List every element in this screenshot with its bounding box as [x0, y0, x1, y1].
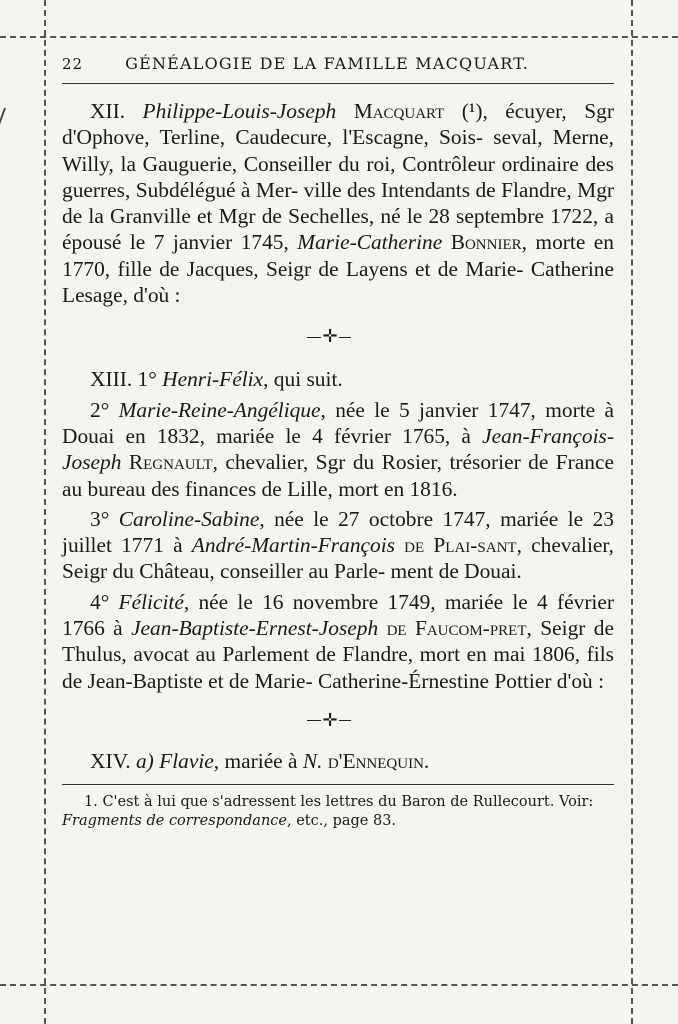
generation-number: XIV.: [90, 748, 131, 773]
person-name: Caroline-Sabine: [118, 506, 260, 531]
generation-number: XIII.: [90, 367, 133, 392]
scan-frame-top: [0, 36, 678, 38]
generation-number: XII.: [90, 99, 126, 123]
spouse-surname-cont: pret: [489, 616, 527, 641]
header-rule: [62, 83, 614, 84]
spouse-name: André-Martin-François: [191, 533, 395, 558]
ordinal: 4°: [90, 589, 110, 614]
scan-frame-left: [44, 0, 46, 1024]
entry-xii: [62, 98, 614, 308]
text-line: Mgr de Sechelles, né le 28 septembre 1722, a épousé: [62, 204, 614, 255]
footnote-title: Fragments de correspondance: [62, 813, 287, 830]
ordinal: 3°: [90, 506, 110, 531]
spouse-surname: Regnault: [128, 450, 213, 475]
spouse-surname: Bonnier: [450, 230, 522, 255]
ornament-glyph: ✛: [322, 326, 338, 348]
entry-xiii-2: [62, 397, 614, 502]
section-ornament: [62, 709, 614, 731]
margin-mark: [0, 108, 14, 130]
footnote-rule: [62, 784, 614, 785]
surname: Macquart: [353, 99, 445, 123]
text-line: , mariée à: [213, 748, 303, 773]
ordinal: 2°: [90, 397, 110, 422]
scan-frame-bottom: [0, 984, 678, 986]
footnote-number: 1.: [84, 794, 98, 811]
text-line: le 7 janvier 1745,: [129, 230, 289, 255]
text-line: trésorier de France au bureau des finances de Lille,: [62, 450, 614, 501]
entry-xiii: [62, 366, 614, 392]
text-line: ville des Intendants de Flandre, Mgr de la Granville et: [62, 177, 615, 229]
entry-xiii-4: [62, 589, 614, 694]
text-line: , morte: [521, 230, 586, 255]
spouse-name: Jean-: [482, 423, 530, 448]
person-name: Henri-Félix: [162, 367, 264, 392]
scan-frame-right: [631, 0, 633, 1024]
page-number: 22: [62, 55, 84, 73]
text-line: ment de Douai.: [390, 559, 522, 584]
text-line: en 1770, fille de Jacques, Seigr de Layens et de Marie-: [62, 230, 614, 281]
spouse-surname: de Faucom-: [378, 616, 490, 641]
text-line: , qui suit.: [263, 367, 343, 392]
text-line: seval, Merne, Willy, la Gauguerie, Conseiller du roi,: [62, 125, 614, 176]
person-name: Flavie: [159, 748, 214, 773]
entry-xiv: [62, 748, 614, 774]
footnote: [62, 793, 614, 831]
spouse-surname-cont: sant: [477, 533, 517, 558]
ordinal: 1°: [137, 367, 157, 392]
person-name: Félicité: [118, 589, 184, 614]
text-line: , Seigr de Thulus, avocat au Parlement de Flandre,: [62, 616, 614, 667]
text-line: Catherine-Érnestine Pottier d'où :: [318, 668, 605, 693]
text-line: le 23 juillet 1771 à: [62, 506, 615, 558]
text-line: février 1766 à: [62, 589, 614, 641]
person-name: Philippe-Louis-Joseph: [142, 99, 337, 123]
spouse-initial: N.: [302, 748, 323, 773]
text-line: , née le 27 octobre 1747, mariée: [259, 506, 559, 531]
spouse-name-cont: François-Joseph: [62, 423, 614, 475]
text-line: , née le 5 janvier 1747,: [320, 397, 536, 422]
footnote-rest: , etc., page 83.: [287, 813, 397, 830]
entry-xiii-3: [62, 506, 614, 585]
text-line: , née le 16 novembre 1749, mariée le 4: [183, 589, 548, 614]
text-line: Contrôleur ordinaire des guerres, Subdélégué à Mer-: [62, 151, 615, 202]
running-title: GÉNÉALOGIE DE LA FAMILLE MACQUART.: [125, 54, 530, 73]
footnote-text: C'est à lui que s'adressent les lettres du Baron de Rullecourt. Voir:: [97, 794, 594, 811]
spouse-name: Jean-Baptiste-Ernest-Joseph: [131, 616, 379, 641]
text-line: Catherine Lesage, d'où :: [62, 256, 614, 308]
person-name: Marie-Reine-Angélique: [118, 397, 321, 422]
text-line: mort en mai 1806, fils de Jean-Baptiste et de Marie-: [62, 642, 614, 693]
text-line: mort en 1816.: [338, 476, 458, 501]
note-ref: (¹), écuyer,: [444, 99, 567, 123]
ornament-glyph: ✛: [322, 709, 338, 731]
text-line: , chevalier, Sgr du Rosier,: [212, 450, 442, 475]
text-line: Sgr d'Ophove, Terline, Caudecure, l'Escagne, Sois-: [62, 99, 614, 150]
page-header: [62, 50, 614, 73]
spouse-surname: de Plai-: [394, 533, 478, 558]
spouse-surname: d'Ennequin.: [322, 748, 430, 773]
section-ornament: [62, 328, 614, 346]
spouse-name: Marie-Catherine: [297, 230, 443, 255]
text-line: , chevalier, Seigr du Château, conseiller au Parle-: [62, 533, 614, 584]
book-page: [62, 50, 614, 831]
text-line: morte à Douai en 1832, mariée le 4 février 1765, à: [62, 397, 614, 448]
branch-letter: a): [135, 748, 154, 773]
